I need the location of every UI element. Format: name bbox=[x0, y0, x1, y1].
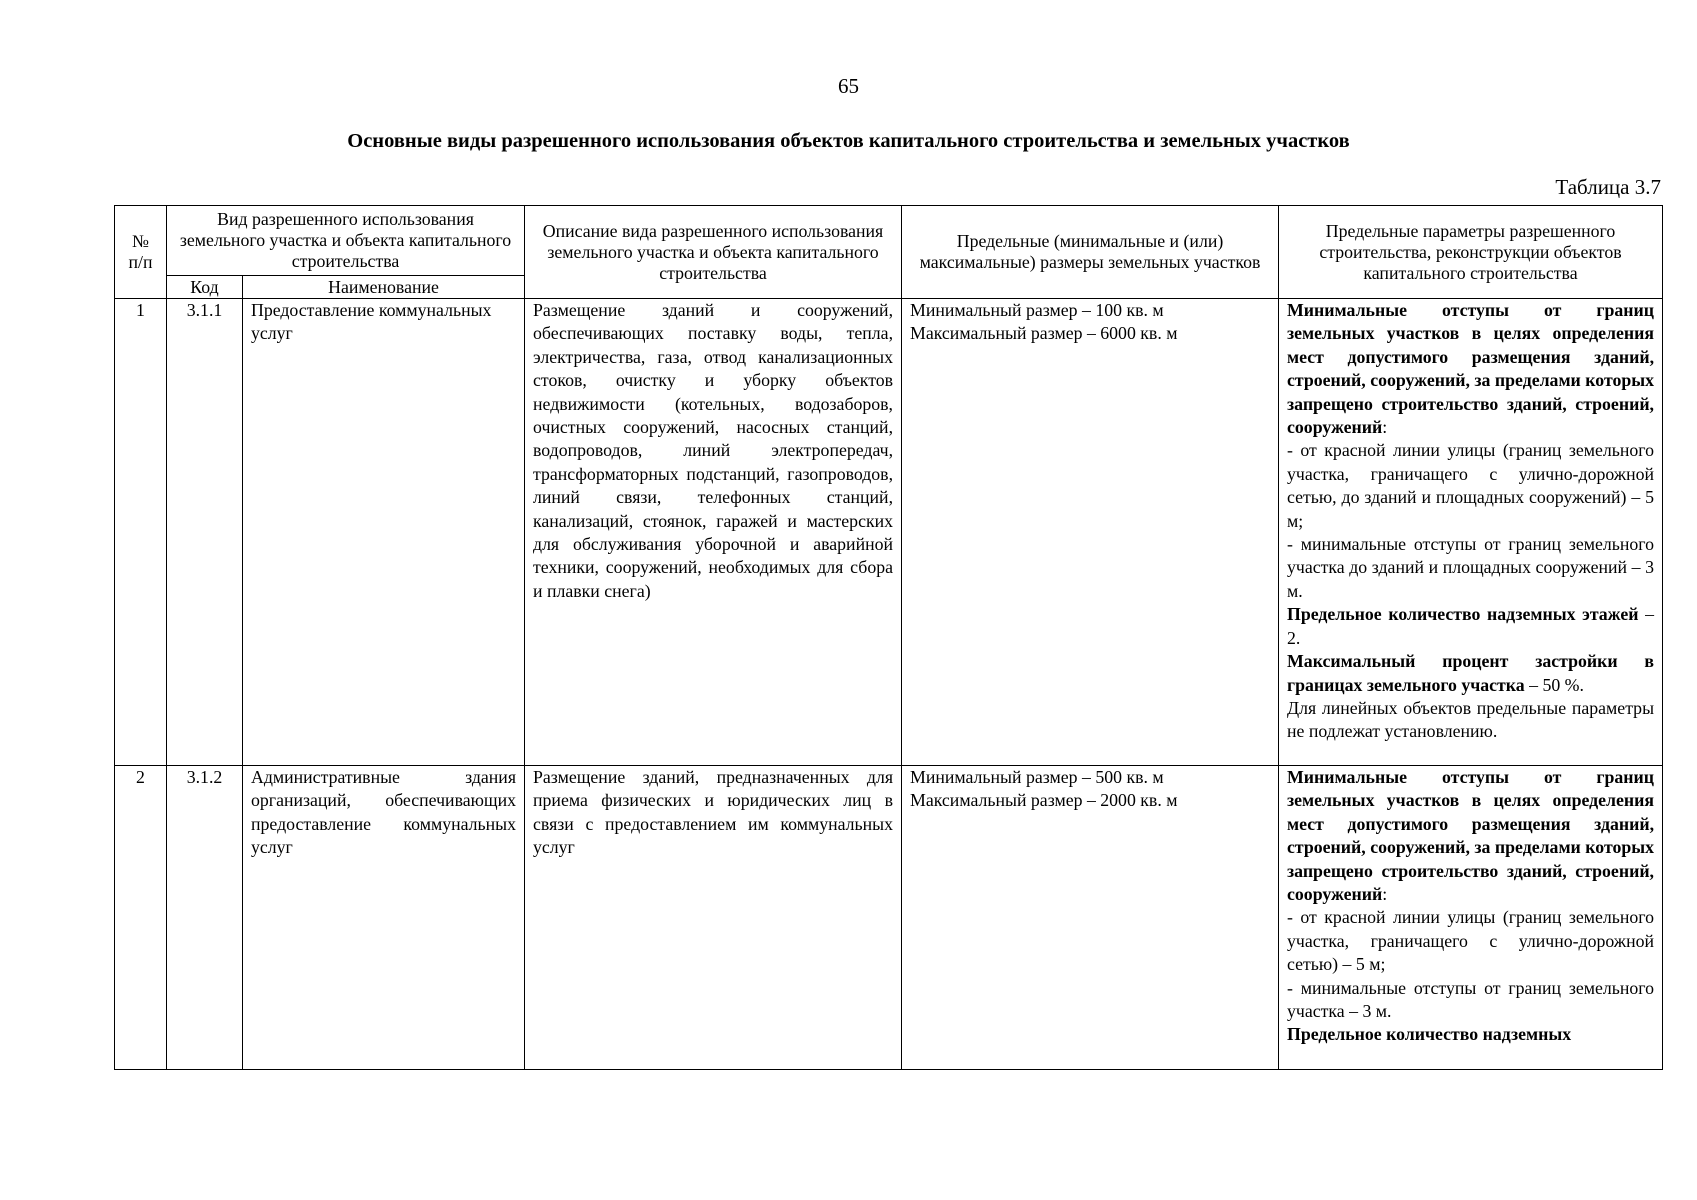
table-label: Таблица 3.7 bbox=[1555, 175, 1661, 199]
setback-red-line: - от красной линии улицы (границ земельного участка, граничащего с улично-дорожной сетью) – 5 м; bbox=[1287, 907, 1655, 975]
setback-heading-end: : bbox=[1382, 417, 1388, 438]
page-title: Основные виды разрешенного использования объектов капитального строительства и земельных участков bbox=[347, 130, 1350, 152]
setback-heading: Минимальные отступы от границ земельных участков в целях определения мест допустимого размещения зданий, строений, сооружений, за пределами которых запрещено строительство зданий, строений, сооружений bbox=[1287, 767, 1655, 905]
row-sizes bbox=[902, 299, 1279, 766]
setback-heading: Минимальные отступы от границ земельных участков в целях определения мест допустимого размещения зданий, строений, сооружений, за пределами которых запрещено строительство зданий, строений, сооружений bbox=[1287, 300, 1655, 438]
table-row bbox=[115, 299, 1663, 766]
linear-note: Для линейных объектов предельные параметры не подлежат установлению. bbox=[1287, 697, 1655, 742]
coverage-value: – 50 %. bbox=[1524, 674, 1584, 695]
header-description: Описание вида разрешенного использования земельного участка и объекта капитального строительства bbox=[525, 206, 902, 299]
coverage-heading: Максимальный процент застройки в границах земельного участка bbox=[1287, 651, 1655, 695]
setback-heading-end: : bbox=[1382, 884, 1388, 905]
row-description: Размещение зданий и сооружений, обеспечивающих поставку воды, тепла, электричества, газа, отвод канализационных стоков, очистку и уборку объектов недвижимости (котельных, водозаборов, очистных сооружений, насосных станций, водопроводов, линий электропередач, трансформаторных подстанций, газопроводов, линий связи, телефонных станций, канализаций, стоянок, гаражей и мастерских для обслуживания уборочной и аварийной техники, сооружений, необходимых для сбора и плавки снега) bbox=[525, 299, 902, 766]
setback-other: - минимальные отступы от границ земельного участка – 3 м. bbox=[1287, 977, 1655, 1022]
row-params bbox=[1279, 766, 1663, 1070]
row-description: Размещение зданий, предназначенных для приема физических и юридических лиц в связи с предоставлением им коммунальных услуг bbox=[525, 766, 902, 1070]
floors-block bbox=[1287, 603, 1654, 650]
size-min: Минимальный размер – 500 кв. м bbox=[910, 767, 1164, 787]
header-name: Наименование bbox=[243, 276, 525, 299]
setback-other: - минимальные отступы от границ земельного участка до зданий и площадных сооружений – 3 м. bbox=[1287, 534, 1655, 601]
page-number: 65 bbox=[838, 74, 859, 98]
floors-heading: Предельное количество надземных bbox=[1287, 1024, 1572, 1045]
setback-red-line: - от красной линии улицы (границ земельного участка, граничащего с улично-дорожной сетью, до зданий и площадных сооружений) – 5 м; bbox=[1287, 440, 1655, 531]
row-code: 3.1.2 bbox=[167, 766, 243, 1070]
table-row bbox=[115, 766, 1663, 1070]
header-sizes: Предельные (минимальные и (или) максимальные) размеры земельных участков bbox=[902, 206, 1279, 299]
floors-value: – 2. bbox=[1287, 604, 1655, 648]
header-kind: Вид разрешенного использования земельного участка и объекта капитального строительства bbox=[167, 206, 525, 276]
row-name: Предоставление коммунальных услуг bbox=[243, 299, 525, 766]
floors-heading: Предельное количество надземных этажей bbox=[1287, 604, 1639, 625]
row-number: 1 bbox=[115, 299, 167, 766]
setback-block bbox=[1287, 299, 1654, 439]
setback-block bbox=[1287, 766, 1654, 906]
land-use-table bbox=[114, 205, 1663, 1070]
size-max: Максимальный размер – 6000 кв. м bbox=[910, 323, 1178, 344]
row-params bbox=[1279, 299, 1663, 766]
header-code: Код bbox=[167, 276, 243, 299]
coverage-block bbox=[1287, 650, 1654, 697]
size-max: Максимальный размер – 2000 кв. м bbox=[910, 790, 1178, 811]
row-code: 3.1.1 bbox=[167, 299, 243, 766]
header-num: № п/п bbox=[115, 206, 167, 299]
row-name: Административные здания организаций, обеспечивающих предоставление коммунальных услуг bbox=[243, 766, 525, 1070]
size-min: Минимальный размер – 100 кв. м bbox=[910, 300, 1164, 320]
row-number: 2 bbox=[115, 766, 167, 1070]
header-params: Предельные параметры разрешенного строительства, реконструкции объектов капитального строительства bbox=[1279, 206, 1663, 299]
row-sizes bbox=[902, 766, 1279, 1070]
